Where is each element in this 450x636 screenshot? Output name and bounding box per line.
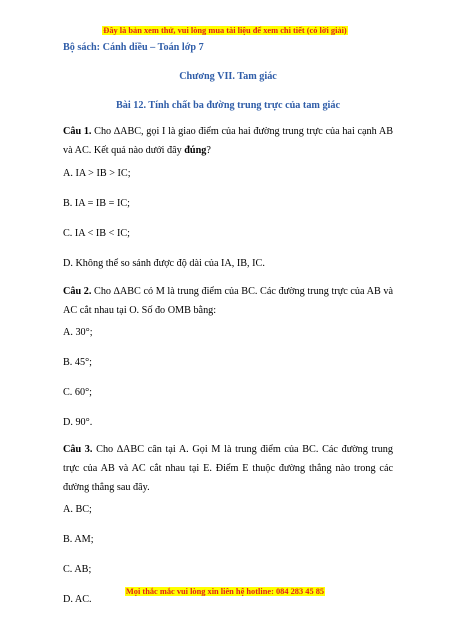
question-1-text-end: ? (206, 145, 211, 156)
question-1-option-b: B. IA = IB = IC; (63, 198, 130, 209)
hotline-banner (0, 587, 450, 596)
question-1 (63, 122, 393, 160)
question-2-label: Câu 2. (63, 286, 92, 297)
book-title: Bộ sách: Cánh diều – Toán lớp 7 (63, 42, 204, 53)
question-1-text: Cho ∆ABC, gọi I là giao điểm của hai đường trung trực của hai cạnh AB và AC. Kết quả nào dưới đây (63, 126, 394, 156)
chapter-title: Chương VII. Tam giác (179, 71, 277, 82)
question-2-option-c: C. 60°; (63, 387, 92, 398)
question-1-label: Câu 1. (63, 126, 92, 137)
question-3-text: Cho ∆ABC cân tại A. Gọi M là trung điểm của BC. Các đường trung trực của AB và AC cắt nhau tại E. Điểm E thuộc đường thẳng nào trong các đường thẳng sau đây. (63, 444, 393, 493)
question-1-option-c: C. IA < IB < IC; (63, 228, 130, 239)
question-2-option-a: A. 30°; (63, 327, 93, 338)
preview-notice-text: Đây là bản xem thử, vui lòng mua tài liệu để xem chi tiết (có lời giải) (103, 26, 347, 35)
question-2-option-d: D. 90°. (63, 417, 93, 428)
question-1-option-d: D. Không thể so sánh được độ dài của IA, IB, IC. (63, 258, 265, 269)
question-3 (63, 440, 393, 497)
question-2-text: Cho ∆ABC có M là trung điểm của BC. Các đường trung trực của AB và AC cắt nhau tại O. Số đo OMB bằng: (63, 286, 393, 316)
question-1-option-a: A. IA > IB > IC; (63, 168, 131, 179)
question-2 (63, 282, 393, 320)
question-1-emphasis: đúng (184, 145, 207, 156)
question-3-option-d: D. AC. (63, 594, 92, 605)
preview-notice-banner (0, 26, 450, 35)
question-2-option-b: B. 45°; (63, 357, 92, 368)
question-3-option-b: B. AM; (63, 534, 94, 545)
question-3-label: Câu 3. (63, 444, 93, 455)
hotline-text: Mọi thắc mắc vui lòng xin liên hệ hotline: 084 283 45 85 (125, 587, 325, 596)
question-3-option-c: C. AB; (63, 564, 92, 575)
question-3-option-a: A. BC; (63, 504, 92, 515)
lesson-title: Bài 12. Tính chất ba đường trung trực của tam giác (116, 100, 340, 111)
